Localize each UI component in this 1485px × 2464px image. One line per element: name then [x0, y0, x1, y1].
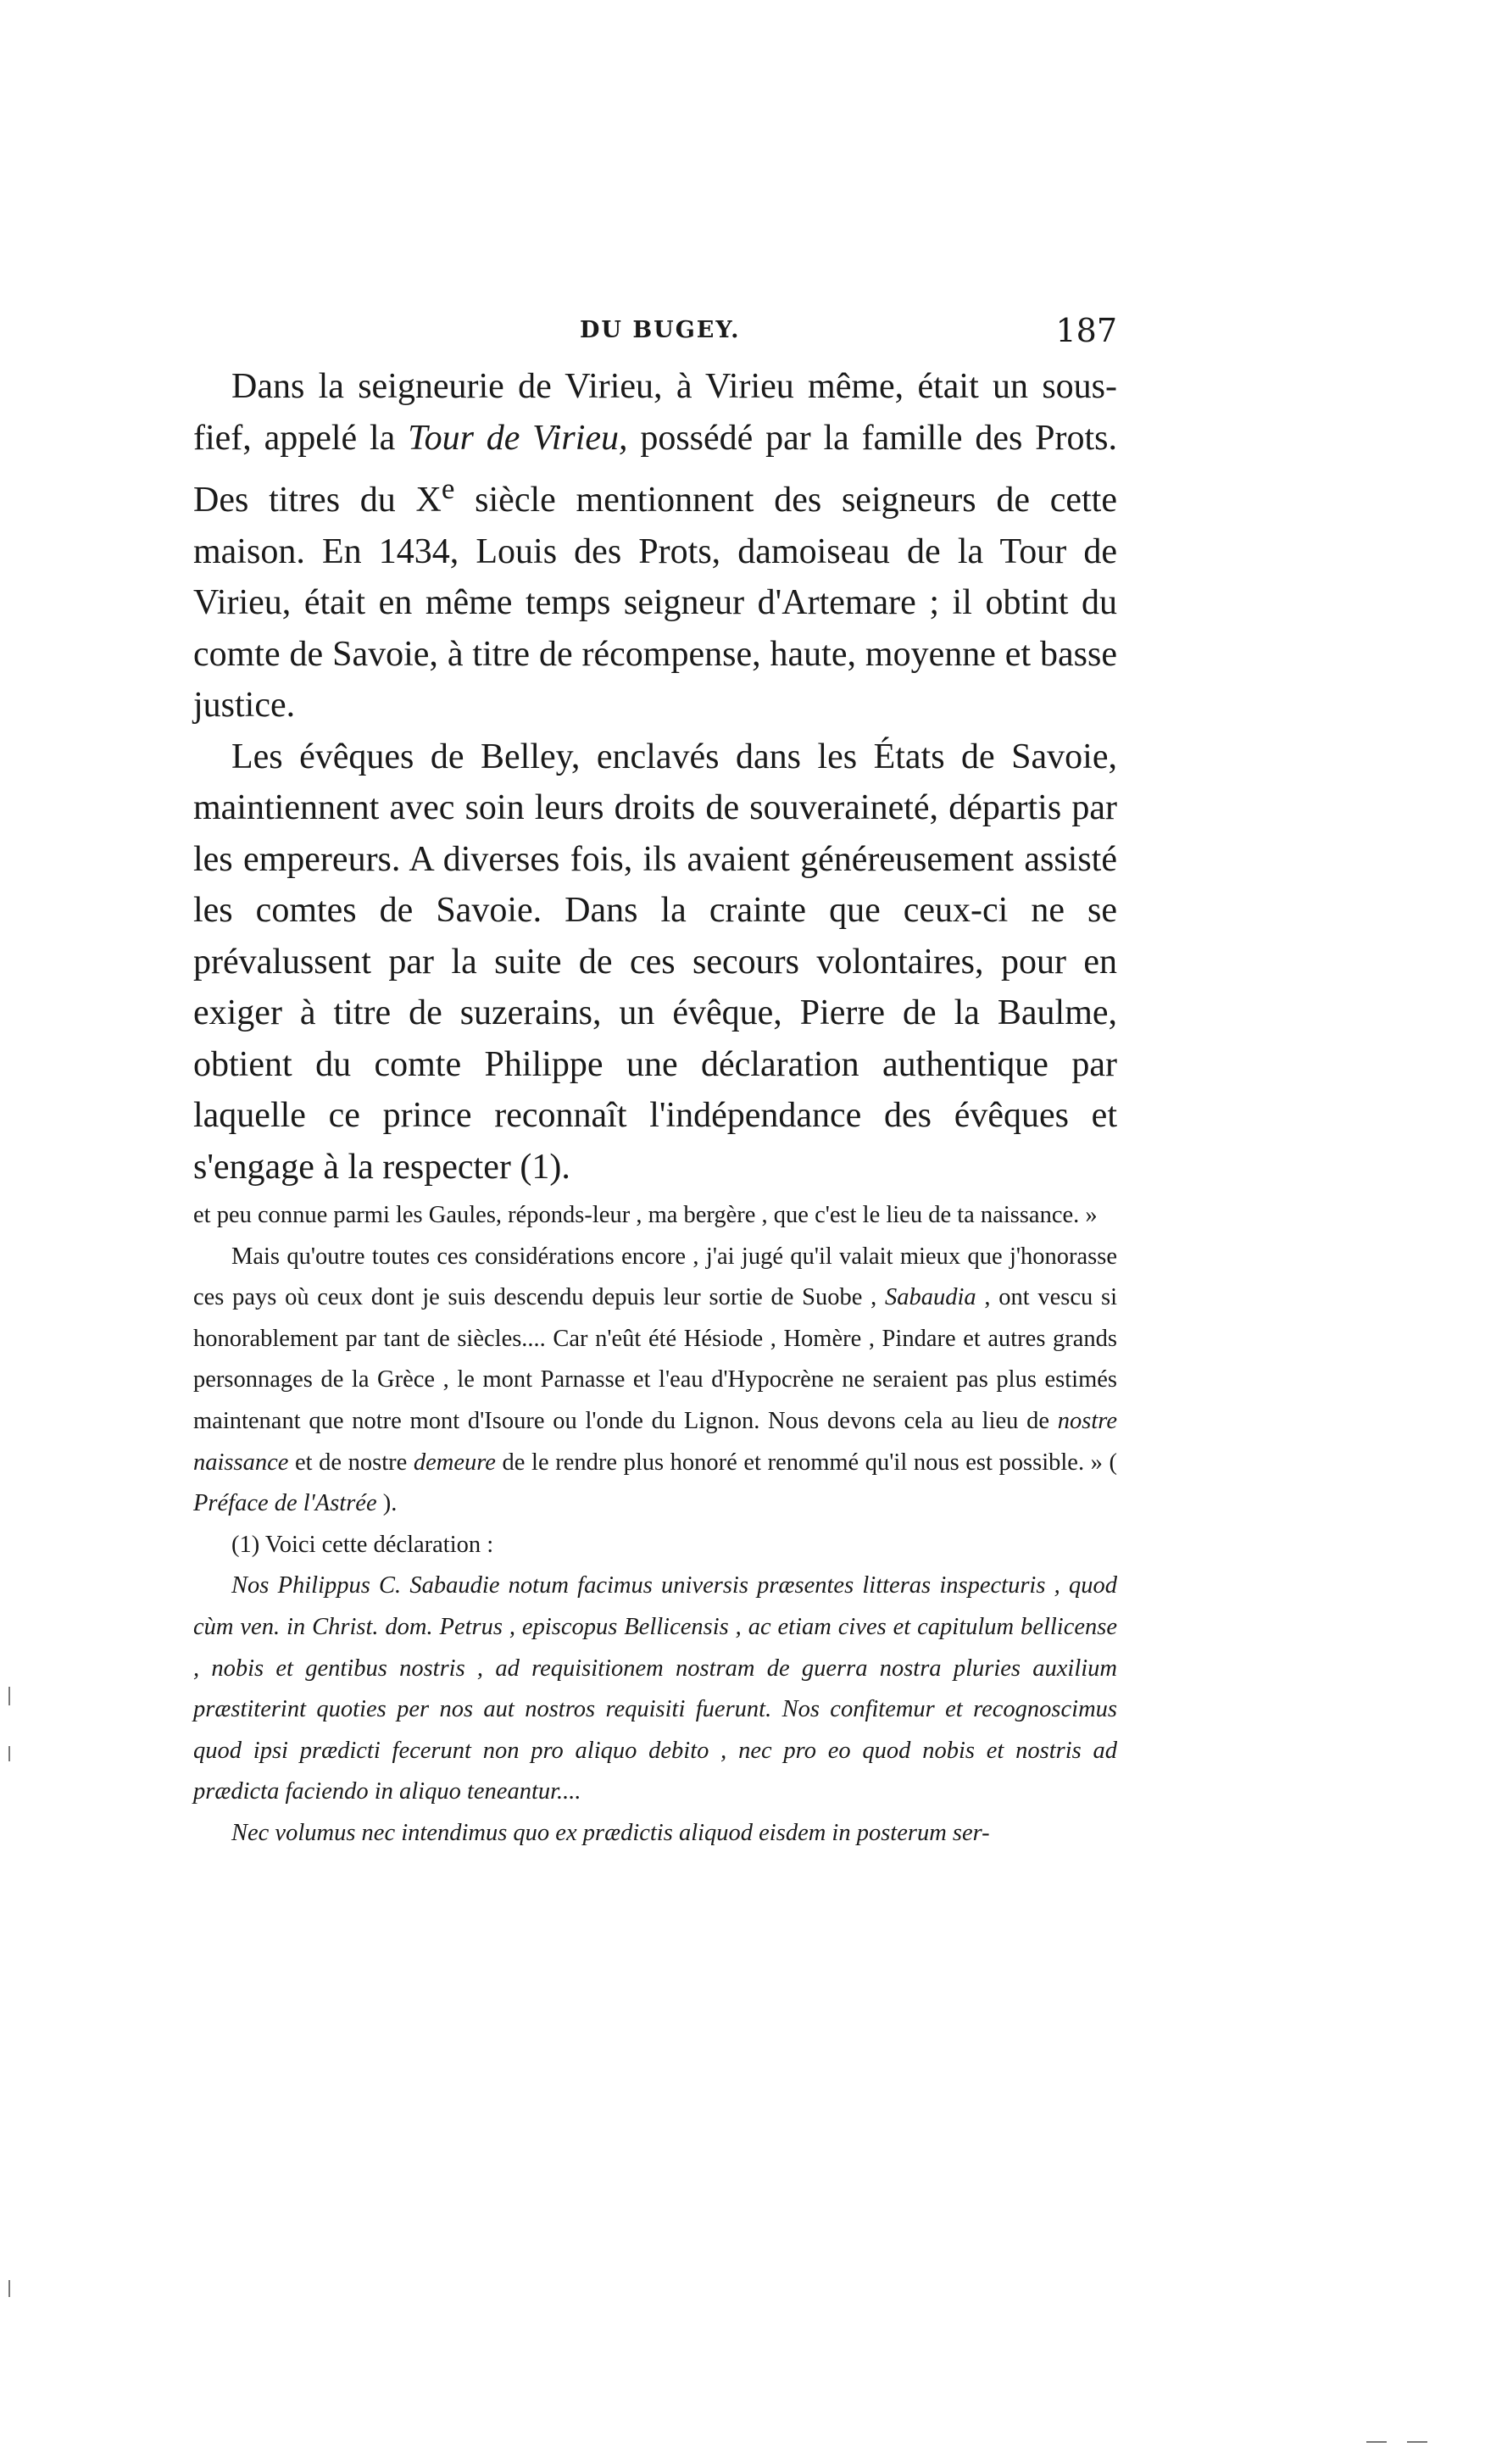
- scan-speck: [1366, 2441, 1387, 2443]
- footnotes: [193, 1195, 1117, 1855]
- scan-speck: [8, 2280, 10, 2297]
- superscript: e: [441, 472, 455, 505]
- italic-run: nostre naissance: [193, 1407, 1117, 1476]
- text-run: Mais qu'outre toutes ces considérations encore , j'ai jugé qu'il valait mieux que j'honorasse ces pays où ceux dont je suis descendu depuis leur sortie de Suobe ,: [193, 1243, 1117, 1311]
- text-run: de le rendre plus honoré et renommé qu'il nous est possible. » (: [495, 1449, 1117, 1476]
- italic-run: Sabaudia: [884, 1284, 976, 1311]
- scan-speck: [1407, 2441, 1427, 2443]
- text-run: , ont vescu si honorablement par tant de siècles.... Car n'eût été Hésiode , Homère , Pindare et autres grands personnages de la Grèce , le mont Parnasse et l'eau d'Hypocrène ne seraient pas plus estimés maintenant que notre mont d'Isoure ou l'onde du Lignon. Nous devons cela au lieu de: [193, 1284, 1117, 1434]
- text-run: ).: [376, 1490, 398, 1517]
- text-run: siècle mentionnent des seigneurs de cette maison. En 1434, Louis des Prots, damoiseau de la Tour de Virieu, était en même temps seigneur d'Artemare ; il obtint du comte de Savoie, à titre de récompense, haute, moyenne et basse justice.: [193, 481, 1117, 725]
- footnote-marker: (1) Voici cette déclaration :: [231, 1531, 494, 1558]
- latin-quotation: Nec volumus nec intendimus quo ex prædictis aliquod eisdem in posterum ser-: [231, 1819, 990, 1846]
- footnote-paragraph: [193, 1237, 1117, 1525]
- latin-quotation: Nos Philippus C. Sabaudie notum facimus universis præsentes litteras inspecturis , quod cùm ven. in Christ. dom. Petrus , episcopus Bellicensis , ac etiam cives et capitulum bellicense , nobis et gentibus nostris , ad requisitionem nostram de guerra nostra pluries auxilium præstiterint quoties per nos aut nostros requisiti fuerunt. Nos confitemur et recognoscimus quod ipsi prædicti fecerunt non pro aliquo debito , nec pro eo quod nobis et nostris ad prædicta faciendo in aliquo teneantur....: [193, 1572, 1117, 1805]
- italic-run: demeure: [413, 1449, 496, 1476]
- running-title: DU BUGEY.: [580, 317, 741, 343]
- footnote-continuation: et peu connue parmi les Gaules, réponds-leur , ma bergère , que c'est le lieu de ta naissance. »: [193, 1202, 1098, 1228]
- page-header: [193, 312, 1117, 354]
- paragraph: Les évêques de Belley, enclavés dans les États de Savoie, maintiennent avec soin leurs droits de souveraineté, départis par les empereurs. A diverses fois, ils avaient généreusement assisté les comtes de Savoie. Dans la crainte que ceux-ci ne se prévalussent par la suite de ces secours volontaires, pour en exiger à titre de suzerains, un évêque, Pierre de la Baulme, obtient du comte Philippe une déclaration authentique par laquelle ce prince reconnaît l'indépendance des évêques et s'engage à la respecter (1).: [193, 737, 1117, 1187]
- italic-run: Tour de Virieu,: [408, 418, 628, 458]
- page-number: 187: [1055, 312, 1117, 349]
- text-run: possédé par la famille des Prots. Des titres du X: [193, 418, 1118, 520]
- text-run: Dans la seigneurie de Virieu, à Virieu même, était un sous-fief, appelé la: [193, 367, 1117, 458]
- main-text: [193, 361, 1117, 1193]
- scan-speck: [8, 1746, 10, 1761]
- scan-speck: [8, 1687, 10, 1705]
- paragraph: [193, 361, 1117, 731]
- italic-run: Préface de l'Astrée: [193, 1490, 377, 1517]
- text-run: et de nostre: [288, 1449, 414, 1476]
